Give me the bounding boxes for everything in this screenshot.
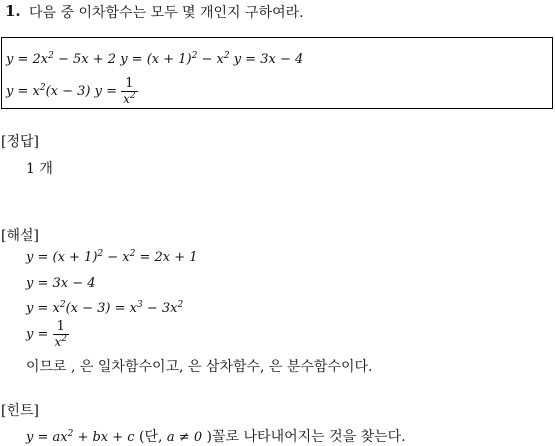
- explanation-fraction: [53, 320, 70, 349]
- option-5: [94, 76, 138, 106]
- explanation-line-4: [26, 320, 69, 349]
- option-5-fraction: [121, 77, 138, 106]
- explanation-line-2: y = 3x − 4: [26, 276, 96, 291]
- hint-text: $y = ax^2$ + bx + c (단, a ≠ 0 )꼴로 나타내어지는 것을 찾는다.: [26, 429, 406, 445]
- explanation-line-1: $y = (x + 1)^2 - x^2 = 2x + 1$: [26, 249, 198, 265]
- hint-label: [힌트]: [1, 403, 39, 419]
- explanation-text: 이므로 , 은 일차함수이고, 은 삼차함수, 은 분수함수이다.: [26, 359, 373, 375]
- answer-label: [정답]: [1, 134, 39, 150]
- explanation-label: [해설]: [1, 228, 39, 244]
- answer-value: 1 개: [26, 161, 53, 177]
- option-1: $y = 2x^2 - 5x + 2$: [6, 51, 117, 67]
- question-text: 다음 중 이차함수는 모두 몇 개인지 구하여라.: [29, 5, 304, 21]
- explanation-line-4-prefix: y =: [26, 327, 49, 342]
- fraction-denominator: $x^2$: [54, 334, 68, 349]
- fraction-numerator: 1: [125, 76, 134, 91]
- option-4: $y = x^2(x - 3)$: [6, 83, 91, 99]
- fraction-denominator: $x^2$: [123, 91, 136, 106]
- question-number: 1.: [5, 2, 21, 20]
- option-5-prefix: y =: [94, 84, 117, 99]
- fraction-numerator: 1: [56, 319, 65, 334]
- option-2: $y = (x + 1)^2 - x^2$: [120, 51, 230, 67]
- option-3: y = 3x − 4: [233, 52, 304, 67]
- options-row-2: [6, 77, 138, 106]
- options-row-1: [6, 52, 303, 67]
- explanation-line-3: $y = x^2(x - 3) = x^3 - 3x^2$: [26, 300, 184, 316]
